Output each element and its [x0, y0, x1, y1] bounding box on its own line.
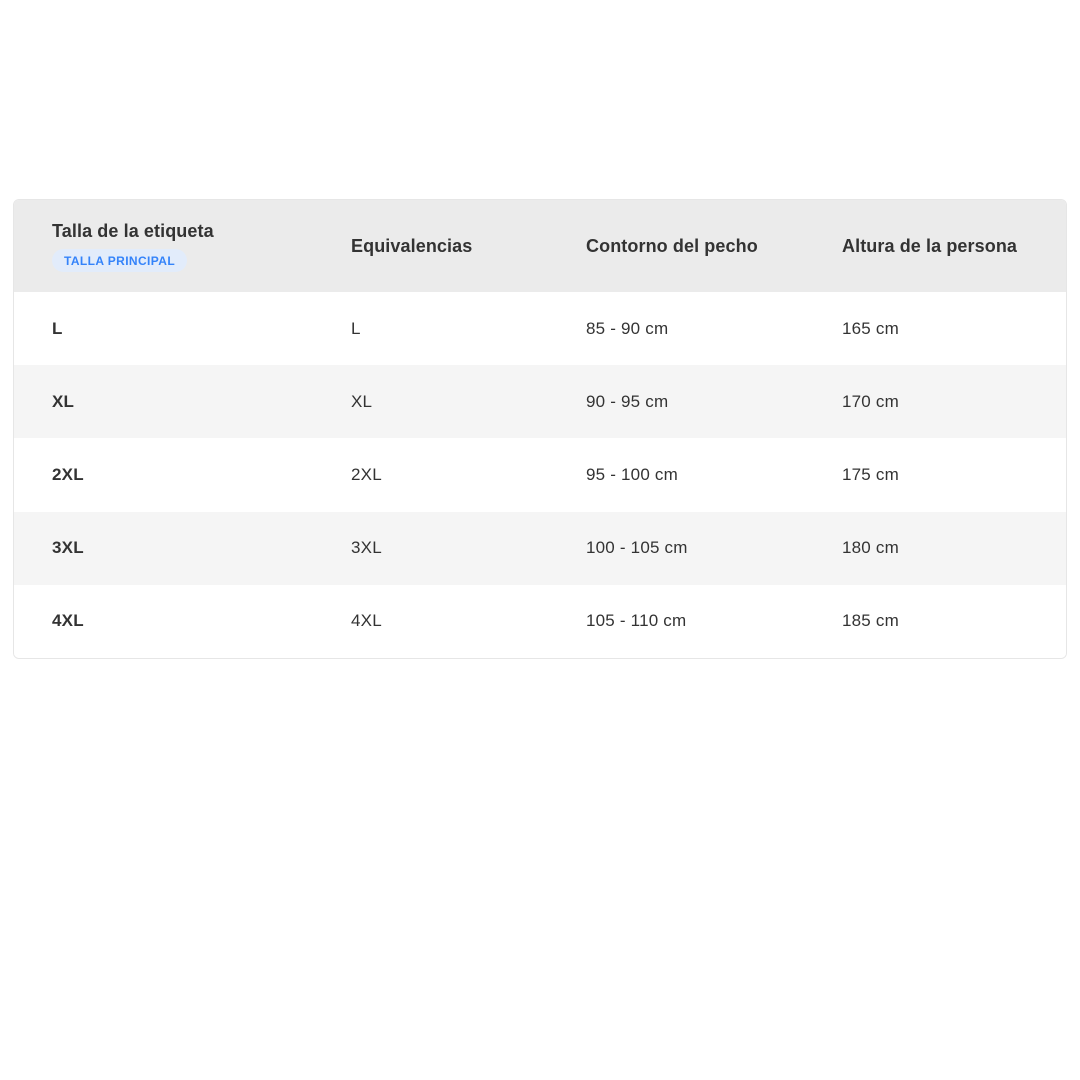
- table-header: [14, 200, 1066, 292]
- column-header-label-size-title: Talla de la etiqueta: [52, 220, 214, 241]
- cell-label-size: L: [52, 318, 63, 338]
- column-header-label-size: [52, 221, 351, 272]
- cell-chest: 105 - 110 cm: [586, 611, 687, 631]
- primary-size-badge: TALLA PRINCIPAL: [52, 249, 187, 272]
- cell-equivalence: XL: [351, 391, 373, 411]
- table-row: [14, 438, 1066, 511]
- cell-equivalence: 3XL: [351, 538, 382, 558]
- table-row: [14, 585, 1066, 658]
- column-header-equivalences: Equivalencias: [351, 235, 473, 256]
- cell-height: 185 cm: [842, 611, 899, 631]
- cell-height: 175 cm: [842, 464, 899, 484]
- cell-chest: 90 - 95 cm: [586, 391, 669, 411]
- cell-label-size: 2XL: [52, 464, 84, 484]
- cell-equivalence: L: [351, 318, 361, 338]
- cell-height: 170 cm: [842, 391, 899, 411]
- cell-height: 180 cm: [842, 538, 899, 558]
- cell-label-size: XL: [52, 391, 75, 411]
- cell-label-size: 4XL: [52, 611, 84, 631]
- cell-chest: 100 - 105 cm: [586, 538, 688, 558]
- cell-label-size: 3XL: [52, 538, 84, 558]
- table-row: [14, 292, 1066, 365]
- table-row: [14, 512, 1066, 585]
- cell-chest: 95 - 100 cm: [586, 464, 678, 484]
- cell-height: 165 cm: [842, 318, 899, 338]
- cell-equivalence: 4XL: [351, 611, 382, 631]
- cell-equivalence: 2XL: [351, 464, 382, 484]
- table-row: [14, 365, 1066, 438]
- column-header-person-height: Altura de la persona: [842, 235, 1018, 256]
- table-body: [14, 292, 1066, 658]
- size-chart-table: [13, 199, 1067, 659]
- column-header-chest: Contorno del pecho: [586, 235, 758, 256]
- cell-chest: 85 - 90 cm: [586, 318, 669, 338]
